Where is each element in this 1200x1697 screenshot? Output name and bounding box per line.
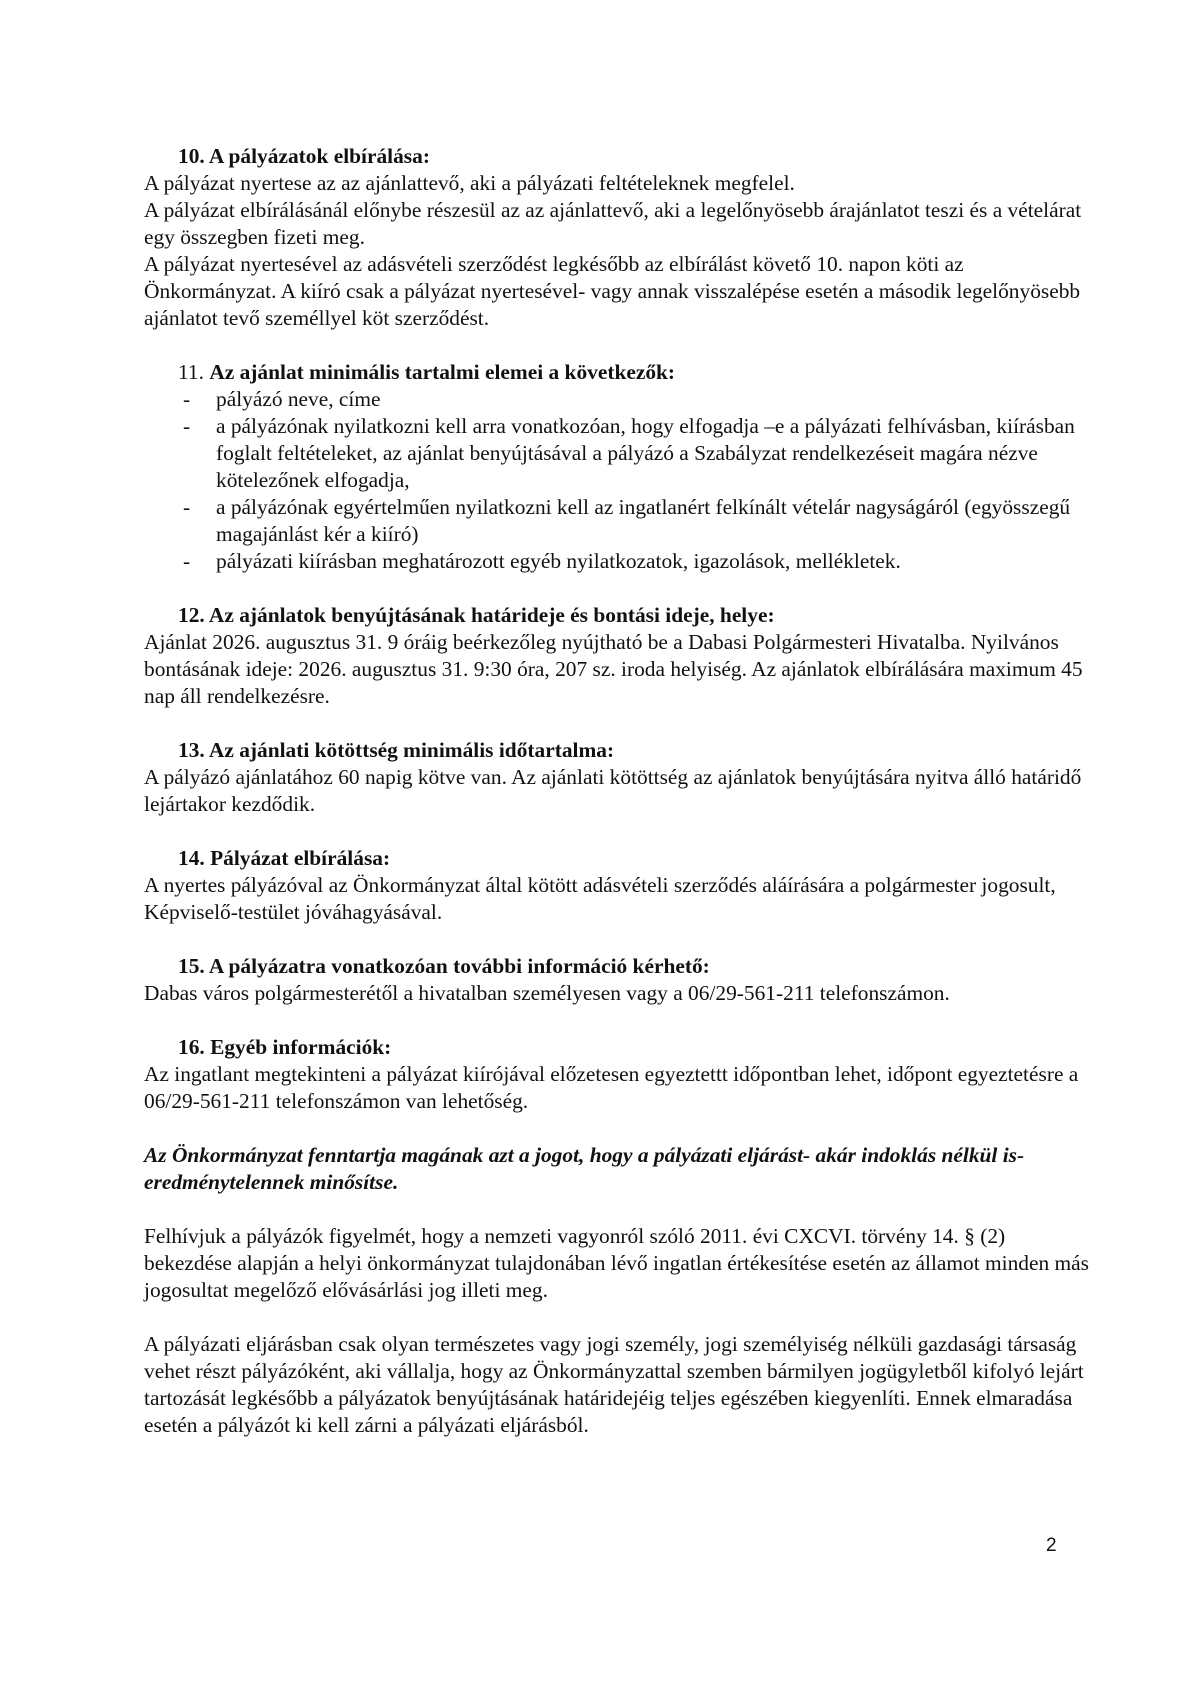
section-12 [144, 602, 1090, 710]
reservation-notice: Az Önkormányzat fenntartja magának azt a jogot, hogy a pályázati eljárást- akár indoklás nélkül is- eredménytelennek minősítse. [144, 1143, 1025, 1194]
list-item: - pályázati kiírásban meghatározott egyéb nyilatkozatok, igazolások, mellékletek. [144, 548, 1090, 575]
preemption-notice-block [144, 1223, 1090, 1304]
eligibility-notice-block [144, 1331, 1090, 1439]
paragraph: A pályázat nyertese az az ajánlattevő, aki a pályázati feltételeknek megfelel. [144, 171, 795, 195]
section-15 [144, 953, 1090, 1007]
section-heading [144, 359, 1090, 386]
paragraph: Ajánlat 2026. augusztus 31. 9 óráig beérkezőleg nyújtható be a Dabasi Polgármesteri Hivatalba. Nyilvános bontásának ideje: 2026. augusztus 31. 9:30 óra, 207 sz. iroda helyiség. Az ajánlatok elbírálására maximum 45 nap áll rendelkezésre. [144, 630, 1083, 708]
paragraph: A pályázó ajánlatához 60 napig kötve van. Az ajánlati kötöttség az ajánlatok benyújtására nyitva álló határidő lejártakor kezdődik. [144, 765, 1082, 816]
list-item: - pályázó neve, címe [144, 386, 1090, 413]
section-heading: 10. A pályázatok elbírálása: [178, 144, 430, 168]
section-heading: 13. Az ajánlati kötöttség minimális időtartalma: [178, 738, 615, 762]
paragraph: A pályázat elbírálásánál előnybe részesül az az ajánlattevő, aki a legelőnyösebb árajánlatot teszi és a vételárat egy összegben fizeti meg. [144, 198, 1082, 249]
paragraph: A pályázat nyertesével az adásvételi szerződést legkésőbb az elbírálást követő 10. napon köti az Önkormányzat. A kiíró csak a pályázat nyertesével- vagy annak visszalépése esetén a második legelőnyösebb ajánlatot tevő személlyel köt szerződést. [144, 252, 1081, 330]
eligibility-notice: A pályázati eljárásban csak olyan természetes vagy jogi személy, jogi személyiség nélküli gazdasági társaság vehet részt pályázóként, aki vállalja, hogy az Önkormányzattal szemben bármilyen jogügyletből kifolyó lejárt tartozását legkésőbb a pályázatok benyújtásának határidejéig teljes egészében kiegyenlíti. Ennek elmaradása esetén a pályázót ki kell zárni a pályázati eljárásból. [144, 1332, 1084, 1437]
document-page [144, 143, 1090, 1466]
paragraph: Az ingatlant megtekinteni a pályázat kiírójával előzetesen egyeztettt időpontban lehet, időpont egyeztetésre a 06/29-561-211 telefonszámon van lehetőség. [144, 1062, 1079, 1113]
section-heading: 12. Az ajánlatok benyújtásának határideje és bontási ideje, helye: [178, 603, 775, 627]
paragraph: Dabas város polgármesterétől a hivatalban személyesen vagy a 06/29-561-211 telefonszámon. [144, 981, 950, 1005]
list-item: - a pályázónak nyilatkozni kell arra vonatkozóan, hogy elfogadja –e a pályázati felhívásban, kiírásban foglalt feltételeket, az ajánlat benyújtásával a pályázó a Szabályzat rendelkezéseit magára nézve kötelezőnek elfogadja, [144, 413, 1090, 494]
reservation-notice-block [144, 1142, 1090, 1196]
list-item: - a pályázónak egyértelműen nyilatkozni kell az ingatlanért felkínált vételár nagyságáról (egyösszegű magajánlást kér a kiíró) [144, 494, 1090, 548]
section-title: Az ajánlat minimális tartalmi elemei a következők: [209, 360, 676, 384]
paragraph: A nyertes pályázóval az Önkormányzat által kötött adásvételi szerződés aláírására a polgármester jogosult, Képviselő-testület jóváhagyásával. [144, 873, 1056, 924]
section-11 [144, 359, 1090, 575]
section-13 [144, 737, 1090, 818]
section-heading: 14. Pályázat elbírálása: [178, 846, 391, 870]
requirements-list [144, 386, 1090, 575]
page-number: 2 [1046, 1535, 1057, 1556]
section-heading: 16. Egyéb információk: [178, 1035, 392, 1059]
section-14 [144, 845, 1090, 926]
section-heading: 15. A pályázatra vonatkozóan további információ kérhető: [178, 954, 710, 978]
section-10 [144, 143, 1090, 332]
preemption-notice: Felhívjuk a pályázók figyelmét, hogy a nemzeti vagyonról szóló 2011. évi CXCVI. törvény 14. § (2) bekezdése alapján a helyi önkormányzat tulajdonában lévő ingatlan értékesítése esetén az államot minden más jogosultat megelőző elővásárlási jog illeti meg. [144, 1224, 1089, 1302]
section-number: 11. [178, 360, 204, 384]
section-16 [144, 1034, 1090, 1115]
